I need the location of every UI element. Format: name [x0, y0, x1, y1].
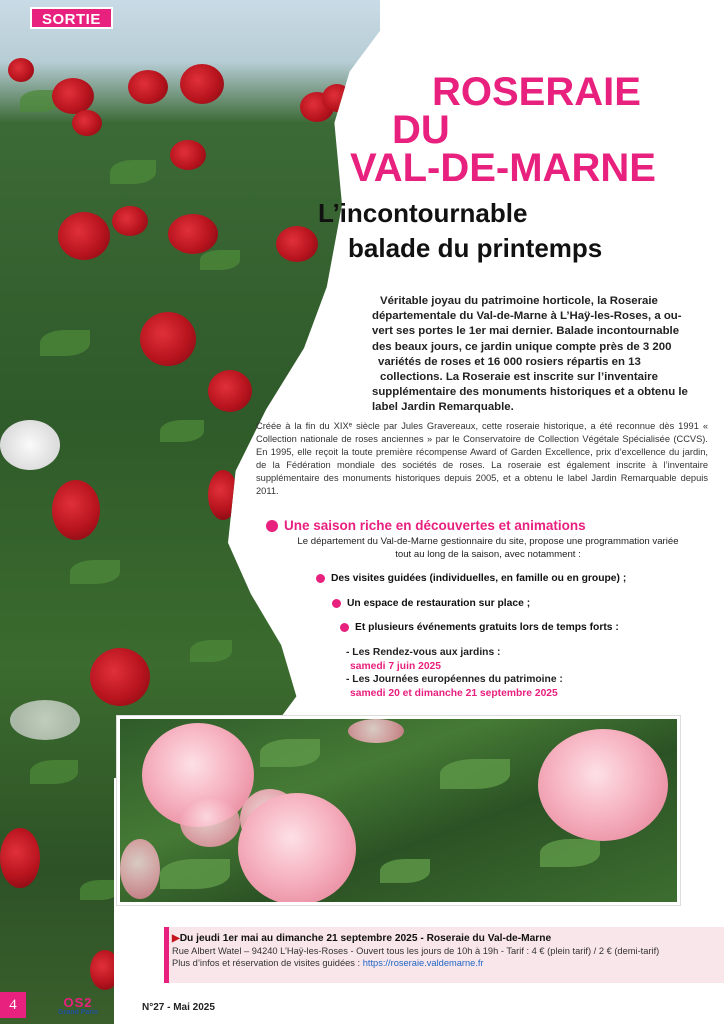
lead-line: Véritable joyau du patrimoine horticole, la Roseraie: [380, 295, 658, 307]
website-link[interactable]: https://roseraie.valdemarne.fr: [362, 958, 484, 968]
list-item-label: Des visites guidées (individuelles, en famille ou en groupe) ;: [331, 573, 627, 584]
list-item: [332, 598, 530, 609]
list-item-label: Et plusieurs événements gratuits lors de temps forts :: [355, 622, 619, 633]
events-list: [346, 646, 563, 700]
section-tag: SORTIE: [30, 7, 113, 29]
event-date: samedi 7 juin 2025: [350, 660, 442, 672]
lead-paragraph: [372, 294, 708, 416]
lead-line: départementale du Val-de-Marne à L’Haÿ-les-Roses, a ou-: [372, 310, 682, 323]
bullet-dot-icon: [266, 520, 278, 532]
page-number: 4: [0, 992, 26, 1018]
event-name: - Les Rendez-vous aux jardins :: [346, 647, 501, 658]
bullet-dot-icon: [316, 574, 325, 583]
info-box: [164, 927, 724, 983]
bullet-dot-icon: [340, 623, 349, 632]
subtitle-line2: balade du printemps: [348, 233, 603, 263]
lead-line: variétés de roses et 16 000 rosiers répartis en 13: [378, 355, 641, 368]
info-headline: [172, 933, 716, 944]
info-more: [172, 958, 716, 968]
page-title-line1: ROSERAIE: [432, 70, 641, 114]
page-title-line2: DU: [392, 108, 450, 152]
lead-line: collections. La Roseraie est inscrite sur l’inventaire: [380, 371, 658, 384]
section-heading: [266, 518, 586, 533]
list-item: [340, 622, 619, 633]
logo-text: OS2: [63, 995, 93, 1010]
logo-subtext: Grand Paris: [58, 1009, 98, 1016]
info-headline-text: Du jeudi 1er mai au dimanche 21 septembre 2025 - Roseraie du Val-de-Marne: [179, 933, 552, 944]
arrow-right-icon: ▶: [172, 933, 180, 944]
section-intro: Le département du Val-de-Marne gestionnaire du site, propose une programmation variée tout au long de la saison, avec notamment :: [297, 536, 679, 560]
info-address: Rue Albert Watel – 94240 L’Haÿ-les-Roses - Ouvert tous les jours de 10h à 19h - Tarif : 4 € (plein tarif) / 2 € (demi-tarif): [172, 946, 660, 956]
magazine-logo: [40, 996, 116, 1018]
event-name: - Les Journées européennes du patrimoine :: [346, 674, 563, 686]
event-date: samedi 20 et dimanche 21 septembre 2025: [350, 687, 558, 699]
page-title-line3: VAL-DE-MARNE: [350, 146, 656, 190]
list-item: [316, 573, 626, 584]
section-title: Une saison riche en découvertes et animations: [284, 518, 586, 533]
lead-line: vert ses portes le 1er mai dernier. Balade incontournable: [372, 325, 680, 338]
issue-number: N°27 - Mai 2025: [142, 1002, 215, 1013]
info-accent-bar: [164, 927, 169, 983]
lead-line: label Jardin Remarquable.: [372, 401, 514, 414]
lead-line: supplémentaire des monuments historiques et a obtenu le: [372, 386, 688, 399]
subtitle-line1: L’incontournable: [318, 198, 528, 228]
bullet-dot-icon: [332, 599, 341, 608]
lead-line: des beaux jours, ce jardin unique compte près de 3 200: [372, 340, 672, 353]
info-more-text: Plus d’infos et réservation de visites guidées :: [172, 958, 363, 968]
list-item-label: Un espace de restauration sur place ;: [347, 598, 531, 609]
body-paragraph: Créée à la fin du XIXᵉ siècle par Jules Gravereaux, cette roseraie historique, a été reconnue dès 1991 « Collection nationale de roses anciennes » par le Conservatoire de Collection Végétale Spécialisée (CCVS). En 1995, elle reçoit la toute première récompense Award of Garden Excellence, prix d’excellence du jardin, de la Fédération mondiale des sociétés de roses. La roseraie est également inscrite à l’inventaire supplémentaire des monuments historiques depuis 2005, et a obtenu le label Jardin Remarquable depuis 2011.: [256, 421, 708, 496]
pink-roses-photo: [117, 716, 680, 905]
